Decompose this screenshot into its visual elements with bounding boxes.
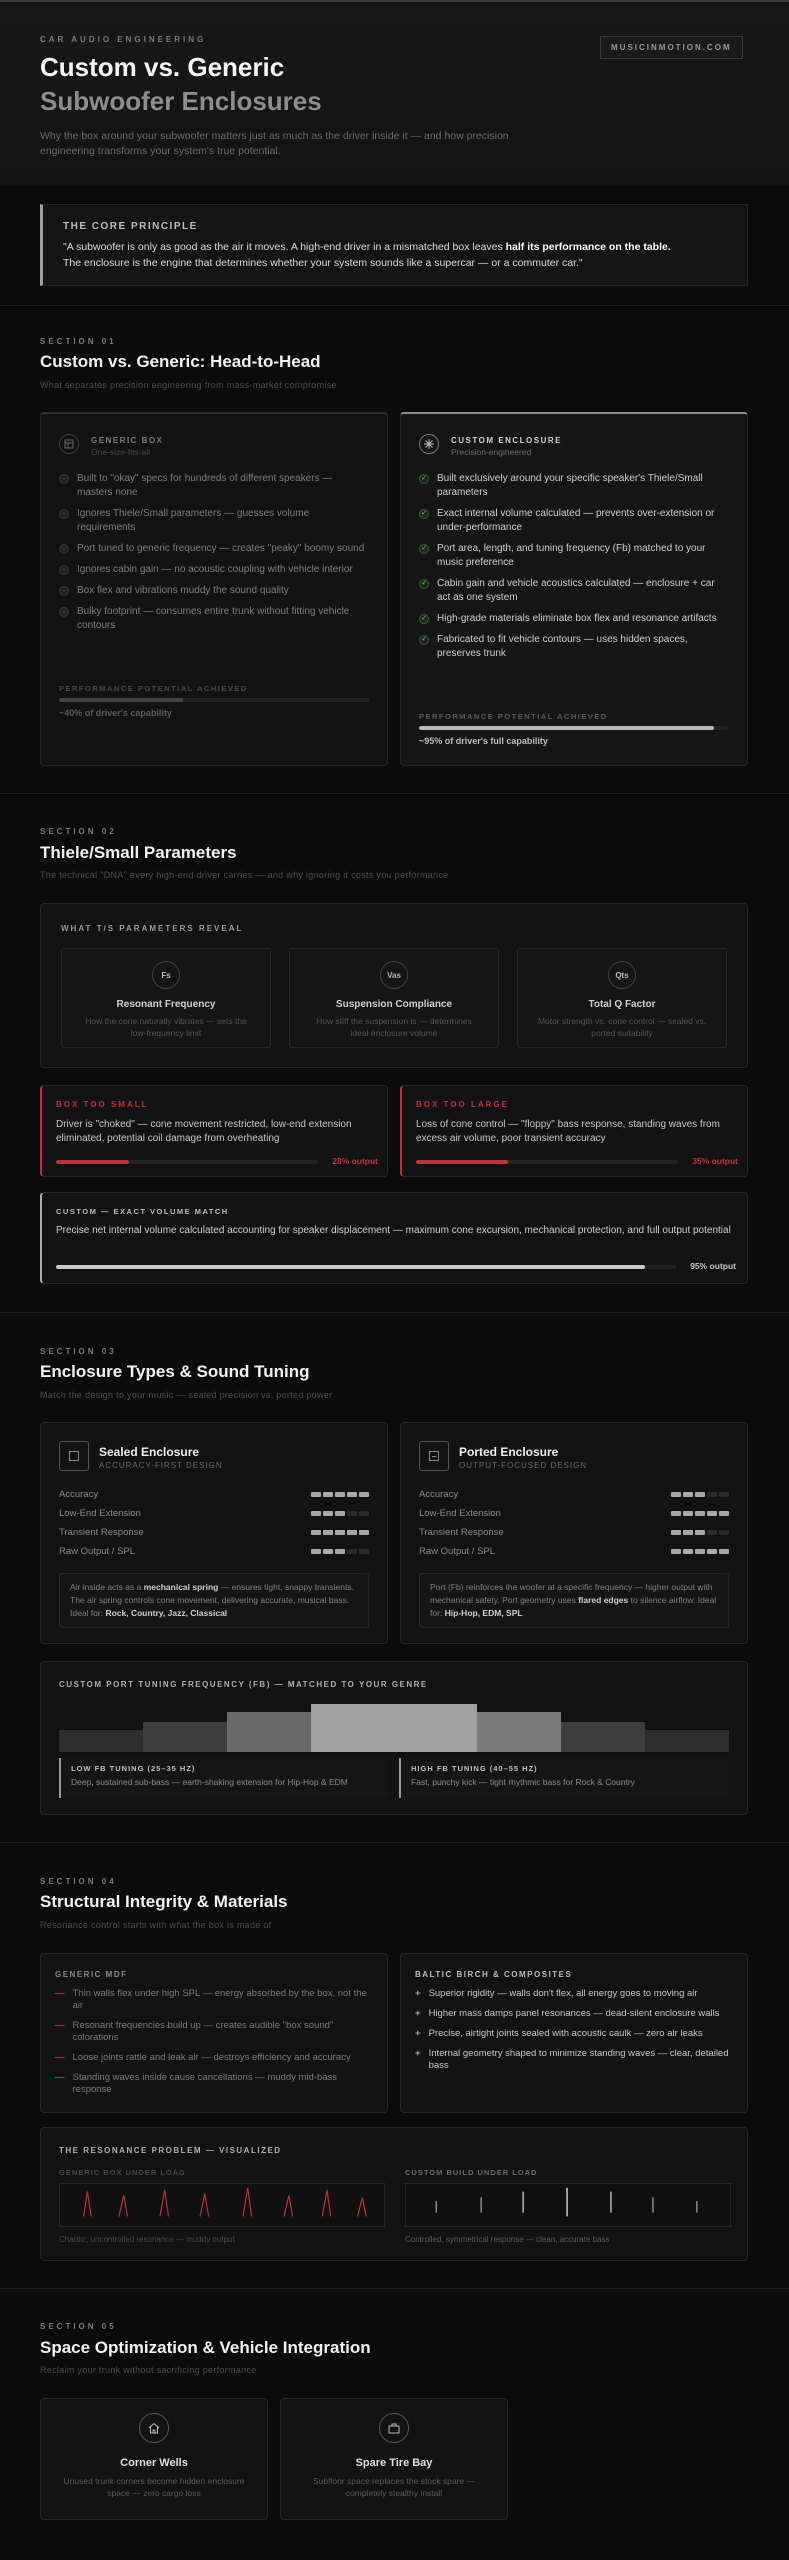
- generic-perf-text: ~40% of driver's capability: [59, 708, 172, 718]
- custom-perf-text: ~95% of driver's full capability: [419, 736, 548, 746]
- rating-segment: [719, 1492, 729, 1497]
- header-eyebrow: CAR AUDIO ENGINEERING: [40, 35, 207, 44]
- large-label: BOX TOO LARGE: [416, 1100, 509, 1109]
- check-icon: ✓: [419, 509, 429, 519]
- resonance-title: THE RESONANCE PROBLEM — VISUALIZED: [59, 2146, 282, 2155]
- custom-perf-label: PERFORMANCE POTENTIAL ACHIEVED: [419, 712, 608, 721]
- section-divider: [0, 1312, 789, 1313]
- s2-title: Thiele/Small Parameters: [40, 843, 237, 862]
- rating-segment: [323, 1530, 333, 1535]
- sealed-note-a: Air inside acts as a: [70, 1582, 144, 1592]
- generic-perf-fill: [59, 698, 183, 702]
- s5-eyebrow: SECTION 05: [40, 2322, 117, 2331]
- rating-segment: [695, 1530, 705, 1535]
- small-fill: [56, 1160, 129, 1164]
- list-item-text: Fabricated to fit vehicle contours — uses hidden spaces, preserves trunk: [437, 634, 688, 659]
- list-item: [419, 542, 729, 570]
- list-item: [419, 612, 729, 626]
- s1-subtitle: What separates precision engineering from mass-market compromise: [40, 380, 337, 390]
- list-item-text: Resonant frequencies build up — creates audible "box sound" colorations: [72, 2020, 334, 2043]
- rating-segment: [359, 1549, 369, 1554]
- s4-subtitle: Resonance control starts with what the box is made of: [40, 1920, 272, 1930]
- baltic-birch-list: [415, 1988, 735, 2080]
- list-item: [55, 2020, 375, 2044]
- dash-icon: —: [55, 2052, 65, 2063]
- section-divider: [0, 1842, 789, 1843]
- list-item-text: Built to "okay" specs for hundreds of different speakers — masters none: [77, 473, 333, 498]
- rating-segment: [683, 1530, 693, 1535]
- core-label: THE CORE PRINCIPLE: [63, 221, 198, 232]
- s4-title: Structural Integrity & Materials: [40, 1892, 288, 1911]
- ported-note-b: to silence airflow. Ideal for:: [430, 1595, 717, 1618]
- rating-segment: [695, 1492, 705, 1497]
- high-fb-label: HIGH FB TUNING (40–55 HZ): [411, 1764, 538, 1773]
- generic-mdf-card: [40, 1953, 388, 2113]
- briefcase-icon: [379, 2413, 409, 2443]
- box-too-small-card: [40, 1085, 388, 1177]
- section-divider: [0, 305, 789, 306]
- spare-tire-text: Subfloor space replaces the stock spare — completely stealthy install: [312, 2476, 476, 2498]
- generic-mdf-list: [55, 1988, 375, 2104]
- rating-segment: [719, 1549, 729, 1554]
- rating-segment: [683, 1549, 693, 1554]
- custom-load-label: CUSTOM BUILD UNDER LOAD: [405, 2168, 538, 2177]
- rating-segment: [347, 1549, 357, 1554]
- s3-title: Enclosure Types & Sound Tuning: [40, 1362, 310, 1381]
- sealed-box-icon: [59, 1441, 89, 1471]
- list-item-text: Superior rigidity — walls don't flex, all energy goes to moving air: [428, 1988, 698, 1999]
- page-header: [0, 0, 789, 186]
- low-fb-text: Deep, sustained sub-bass — earth-shaking extension for Hip-Hop & EDM: [71, 1777, 348, 1787]
- ts-params-title: WHAT T/S PARAMETERS REVEAL: [61, 924, 244, 933]
- list-item: [419, 507, 729, 535]
- corner-wells-text: Unused trunk corners become hidden enclosure space — zero cargo loss: [63, 2476, 245, 2498]
- tuning-title: CUSTOM PORT TUNING FREQUENCY (FB) — MATCHED TO YOUR GENRE: [59, 1680, 428, 1689]
- page-title-secondary: Subwoofer Enclosures: [40, 86, 322, 116]
- list-item: [59, 472, 369, 500]
- rating-segment: [335, 1549, 345, 1554]
- param-name: Suspension Compliance: [335, 999, 453, 1010]
- list-item-text: Loose joints rattle and leak air — destroys efficiency and accuracy: [72, 2052, 351, 2063]
- custom-perf-fill: [419, 726, 714, 730]
- param-card: [61, 948, 271, 1048]
- rating-segment: [707, 1511, 717, 1516]
- rating-label: Low-End Extension: [59, 1508, 141, 1519]
- list-item: [55, 1988, 375, 2012]
- rating-row: [59, 1523, 369, 1542]
- rating-bars: [671, 1492, 729, 1497]
- s1-eyebrow: SECTION 01: [40, 337, 117, 346]
- rating-label: Low-End Extension: [419, 1508, 501, 1519]
- dash-icon: —: [55, 2072, 65, 2083]
- param-desc: How the cone naturally vibrates — sets the low-frequency limit: [85, 1016, 247, 1038]
- generic-perf-bar: [59, 698, 369, 702]
- rating-label: Accuracy: [419, 1489, 459, 1500]
- core-principle-card: [40, 204, 748, 286]
- generic-subtitle: One-size-fits-all: [91, 447, 151, 457]
- baltic-birch-card: [400, 1953, 748, 2113]
- ported-title: Ported Enclosure: [459, 1445, 559, 1459]
- small-label: BOX TOO SMALL: [56, 1100, 149, 1109]
- rating-segment: [695, 1511, 705, 1516]
- s3-eyebrow: SECTION 03: [40, 1347, 117, 1356]
- large-fill: [416, 1160, 508, 1164]
- s1-title: Custom vs. Generic: Head-to-Head: [40, 352, 321, 371]
- core-quote: [63, 239, 733, 271]
- page-subtitle: Why the box around your subwoofer matters just as much as the driver inside it — and how precision engineering transforms your system's true potential.: [40, 130, 509, 157]
- spare-tire-title: Spare Tire Bay: [355, 2457, 433, 2469]
- high-fb-text: Fast, punchy kick — tight rhythmic bass for Rock & Country: [411, 1777, 635, 1787]
- rating-segment: [671, 1549, 681, 1554]
- list-item: [59, 584, 369, 598]
- list-item-text: Port tuned to generic frequency — creates "peaky" boomy sound: [77, 543, 365, 554]
- space-card-spare-tire: [280, 2398, 508, 2520]
- rating-row: [419, 1542, 729, 1561]
- rating-bars: [311, 1511, 369, 1516]
- generic-mdf-title: GENERIC MDF: [55, 1970, 128, 1979]
- corner-wells-title: Corner Wells: [120, 2457, 188, 2469]
- rating-row: [59, 1504, 369, 1523]
- tuning-curve-graphic: [59, 1702, 729, 1752]
- rating-segment: [359, 1492, 369, 1497]
- rating-segment: [335, 1492, 345, 1497]
- generic-resonance-graphic: [59, 2183, 385, 2227]
- ported-ratings: [419, 1485, 729, 1561]
- rating-segment: [671, 1492, 681, 1497]
- s4-eyebrow: SECTION 04: [40, 1877, 117, 1886]
- minus-icon: –: [59, 474, 69, 484]
- rating-segment: [311, 1492, 321, 1497]
- rating-segment: [323, 1511, 333, 1516]
- rating-segment: [707, 1549, 717, 1554]
- rating-bars: [671, 1530, 729, 1535]
- s2-eyebrow: SECTION 02: [40, 827, 117, 836]
- generic-box-card: [40, 412, 388, 766]
- rating-bars: [671, 1511, 729, 1516]
- custom-load-caption: Controlled, symmetrical response — clean, accurate bass: [405, 2235, 610, 2244]
- rating-segment: [683, 1511, 693, 1516]
- rating-segment: [311, 1530, 321, 1535]
- large-bar: [416, 1160, 678, 1164]
- s5-title: Space Optimization & Vehicle Integration: [40, 2338, 371, 2357]
- exact-value: 95% output: [690, 1261, 736, 1271]
- sealed-ratings: [59, 1485, 369, 1561]
- small-text: Driver is "choked" — cone movement restricted, low-end extension eliminated, potential coil damage from overheating: [56, 1119, 352, 1144]
- space-card-corner-wells: [40, 2398, 268, 2520]
- dash-icon: —: [55, 2020, 65, 2031]
- list-item-text: Precise, airtight joints sealed with acoustic caulk — zero air leaks: [428, 2028, 703, 2039]
- rating-segment: [719, 1530, 729, 1535]
- ported-note-b1: flared edges: [578, 1595, 629, 1605]
- list-item: [415, 1988, 735, 2000]
- list-item: [419, 472, 729, 500]
- list-item-text: Cabin gain and vehicle acoustics calculated — enclosure + car act as one system: [437, 578, 715, 603]
- list-item: [59, 605, 369, 633]
- param-card: [289, 948, 499, 1048]
- rating-row: [59, 1485, 369, 1504]
- rating-row: [419, 1504, 729, 1523]
- rating-bars: [671, 1549, 729, 1554]
- list-item-text: Standing waves inside cause cancellations — muddy mid-bass response: [72, 2072, 338, 2095]
- generic-title: GENERIC BOX: [91, 436, 164, 445]
- minus-icon: –: [59, 565, 69, 575]
- param-name: Total Q Factor: [588, 999, 656, 1010]
- section-divider: [0, 793, 789, 794]
- baltic-title: BALTIC BIRCH & COMPOSITES: [415, 1970, 573, 1979]
- site-badge[interactable]: MUSICINMOTION.COM: [600, 36, 743, 59]
- rating-segment: [311, 1549, 321, 1554]
- list-item-text: Box flex and vibrations muddy the sound quality: [77, 585, 289, 596]
- rating-bars: [311, 1492, 369, 1497]
- ported-note-b2: Hip-Hop, EDM, SPL: [444, 1608, 523, 1618]
- param-symbol: Vas: [380, 961, 408, 989]
- check-icon: ✓: [419, 614, 429, 624]
- dash-icon: —: [55, 1988, 65, 1999]
- sealed-note: [59, 1573, 369, 1628]
- check-icon: ✓: [419, 579, 429, 589]
- box-icon: [59, 434, 79, 454]
- custom-perf-bar: [419, 726, 729, 730]
- list-item: [419, 633, 729, 661]
- exact-fill: [56, 1265, 645, 1269]
- rating-label: Accuracy: [59, 1489, 99, 1500]
- rating-segment: [359, 1530, 369, 1535]
- list-item: [55, 2052, 375, 2064]
- plus-icon: +: [415, 1988, 421, 1999]
- core-text-end: The enclosure is the engine that determines whether your system sounds like a supercar — or a commuter car.": [63, 257, 583, 269]
- large-value: 35% output: [692, 1156, 738, 1166]
- generic-perf-label: PERFORMANCE POTENTIAL ACHIEVED: [59, 684, 248, 693]
- list-item-text: Built exclusively around your specific speaker's Thiele/Small parameters: [437, 473, 703, 498]
- home-icon: [139, 2413, 169, 2443]
- plus-icon: +: [415, 2048, 421, 2059]
- minus-icon: –: [59, 607, 69, 617]
- ported-note: [419, 1573, 729, 1628]
- list-item-text: Exact internal volume calculated — prevents over-extension or under-performance: [437, 508, 715, 533]
- sealed-note-b: — ensures tight, snappy transients. The air spring controls cone movement, delivering accurate, musical bass. Ideal for:: [70, 1582, 354, 1618]
- custom-title: CUSTOM ENCLOSURE: [451, 436, 562, 445]
- custom-enclosure-card: [400, 412, 748, 766]
- box-too-large-card: [400, 1085, 748, 1177]
- rating-label: Transient Response: [419, 1527, 504, 1538]
- list-item: [419, 577, 729, 605]
- list-item: [415, 2008, 735, 2020]
- sealed-note-b2: Rock, Country, Jazz, Classical: [105, 1608, 228, 1618]
- custom-feature-list: [419, 472, 729, 668]
- page-title: Custom vs. Generic: [40, 52, 285, 82]
- ts-params-card: [40, 903, 748, 1068]
- list-item: [59, 542, 369, 556]
- rating-segment: [323, 1549, 333, 1554]
- sealed-subtitle: ACCURACY-FIRST DESIGN: [99, 1461, 223, 1470]
- generic-feature-list: [59, 472, 369, 640]
- rating-segment: [335, 1530, 345, 1535]
- param-symbol: Fs: [152, 961, 180, 989]
- param-name: Resonant Frequency: [116, 999, 216, 1010]
- rating-row: [419, 1485, 729, 1504]
- list-item-text: Ignores cabin gain — no acoustic coupling with vehicle interior: [77, 564, 353, 575]
- sparkle-icon: [419, 434, 439, 454]
- exact-text: Precise net internal volume calculated accounting for speaker displacement — maximum cone excursion, mechanical protection, and full output potential: [56, 1225, 731, 1236]
- s2-subtitle: The technical "DNA" every high-end driver carries — and why ignoring it costs you performance: [40, 870, 449, 880]
- param-symbol: Qts: [608, 961, 636, 989]
- s3-subtitle: Match the design to your music — sealed precision vs. ported power: [40, 1390, 333, 1400]
- large-text: Loss of cone control — "floppy" bass response, standing waves from excess air volume, poor transient accuracy: [416, 1119, 720, 1144]
- list-item-text: Internal geometry shaped to minimize standing waves — clear, detailed bass: [428, 2048, 729, 2071]
- list-item: [55, 2072, 375, 2096]
- rating-segment: [347, 1511, 357, 1516]
- exact-volume-card: [40, 1192, 748, 1284]
- low-fb-box: [59, 1758, 389, 1798]
- list-item-text: Port area, length, and tuning frequency (Fb) matched to your music preference: [437, 543, 706, 568]
- ported-note-a: Port (Fb) reinforces the woofer at a specific frequency — higher output with mechanical safety. Port geometry uses: [430, 1582, 713, 1605]
- rating-bars: [311, 1530, 369, 1535]
- rating-segment: [719, 1511, 729, 1516]
- small-value: 28% output: [332, 1156, 378, 1166]
- exact-bar: [56, 1265, 676, 1269]
- minus-icon: –: [59, 586, 69, 596]
- rating-label: Raw Output / SPL: [59, 1546, 136, 1557]
- list-item: [415, 2028, 735, 2040]
- low-fb-label: LOW FB TUNING (25–35 HZ): [71, 1764, 196, 1773]
- generic-load-caption: Chaotic, uncontrolled resonance — muddy output: [59, 2235, 235, 2244]
- core-text-bold: half its performance on the table.: [505, 241, 671, 253]
- rating-bars: [311, 1549, 369, 1554]
- custom-resonance-graphic: [405, 2183, 731, 2227]
- minus-icon: –: [59, 509, 69, 519]
- port-tuning-card: [40, 1661, 748, 1815]
- list-item-text: Higher mass damps panel resonances — dead-silent enclosure walls: [428, 2008, 720, 2019]
- custom-subtitle: Precision-engineered: [451, 447, 532, 457]
- check-icon: ✓: [419, 474, 429, 484]
- list-item-text: High-grade materials eliminate box flex and resonance artifacts: [437, 613, 717, 624]
- sealed-title: Sealed Enclosure: [99, 1445, 200, 1459]
- ported-box-icon: [419, 1441, 449, 1471]
- resonance-card: [40, 2127, 748, 2261]
- rating-segment: [359, 1511, 369, 1516]
- rating-segment: [323, 1492, 333, 1497]
- s5-subtitle: Reclaim your trunk without sacrificing performance: [40, 2365, 257, 2375]
- sealed-note-b1: mechanical spring: [143, 1582, 219, 1592]
- rating-segment: [347, 1530, 357, 1535]
- list-item: [415, 2048, 735, 2072]
- rating-row: [59, 1542, 369, 1561]
- ported-card: [400, 1422, 748, 1644]
- rating-segment: [671, 1511, 681, 1516]
- param-desc: How stiff the suspension is — determines ideal enclosure volume: [316, 1016, 472, 1038]
- high-fb-box: [399, 1758, 729, 1798]
- rating-segment: [683, 1492, 693, 1497]
- check-icon: ✓: [419, 635, 429, 645]
- list-item-text: Thin walls flex under high SPL — energy absorbed by the box, not the air: [72, 1988, 367, 2011]
- plus-icon: +: [415, 2028, 421, 2039]
- list-item-text: Ignores Thiele/Small parameters — guesses volume requirements: [77, 508, 310, 533]
- rating-label: Transient Response: [59, 1527, 144, 1538]
- rating-segment: [707, 1492, 717, 1497]
- core-text: "A subwoofer is only as good as the air it moves. A high-end driver in a mismatched box leaves: [63, 241, 506, 253]
- rating-segment: [311, 1511, 321, 1516]
- list-item: [59, 563, 369, 577]
- minus-icon: –: [59, 544, 69, 554]
- rating-label: Raw Output / SPL: [419, 1546, 496, 1557]
- rating-segment: [335, 1511, 345, 1516]
- param-card: [517, 948, 727, 1048]
- exact-label: CUSTOM — EXACT VOLUME MATCH: [56, 1207, 229, 1216]
- ported-subtitle: OUTPUT-FOCUSED DESIGN: [459, 1461, 588, 1470]
- plus-icon: +: [415, 2008, 421, 2019]
- section-divider: [0, 2288, 789, 2289]
- rating-row: [419, 1523, 729, 1542]
- small-bar: [56, 1160, 318, 1164]
- sealed-card: [40, 1422, 388, 1644]
- rating-segment: [707, 1530, 717, 1535]
- check-icon: ✓: [419, 544, 429, 554]
- rating-segment: [347, 1492, 357, 1497]
- list-item-text: Bulky footprint — consumes entire trunk without fitting vehicle contours: [77, 606, 350, 631]
- rating-segment: [671, 1530, 681, 1535]
- rating-segment: [695, 1549, 705, 1554]
- list-item: [59, 507, 369, 535]
- generic-load-label: GENERIC BOX UNDER LOAD: [59, 2168, 186, 2177]
- param-desc: Motor strength vs. cone control — sealed vs. ported suitability: [537, 1016, 707, 1038]
